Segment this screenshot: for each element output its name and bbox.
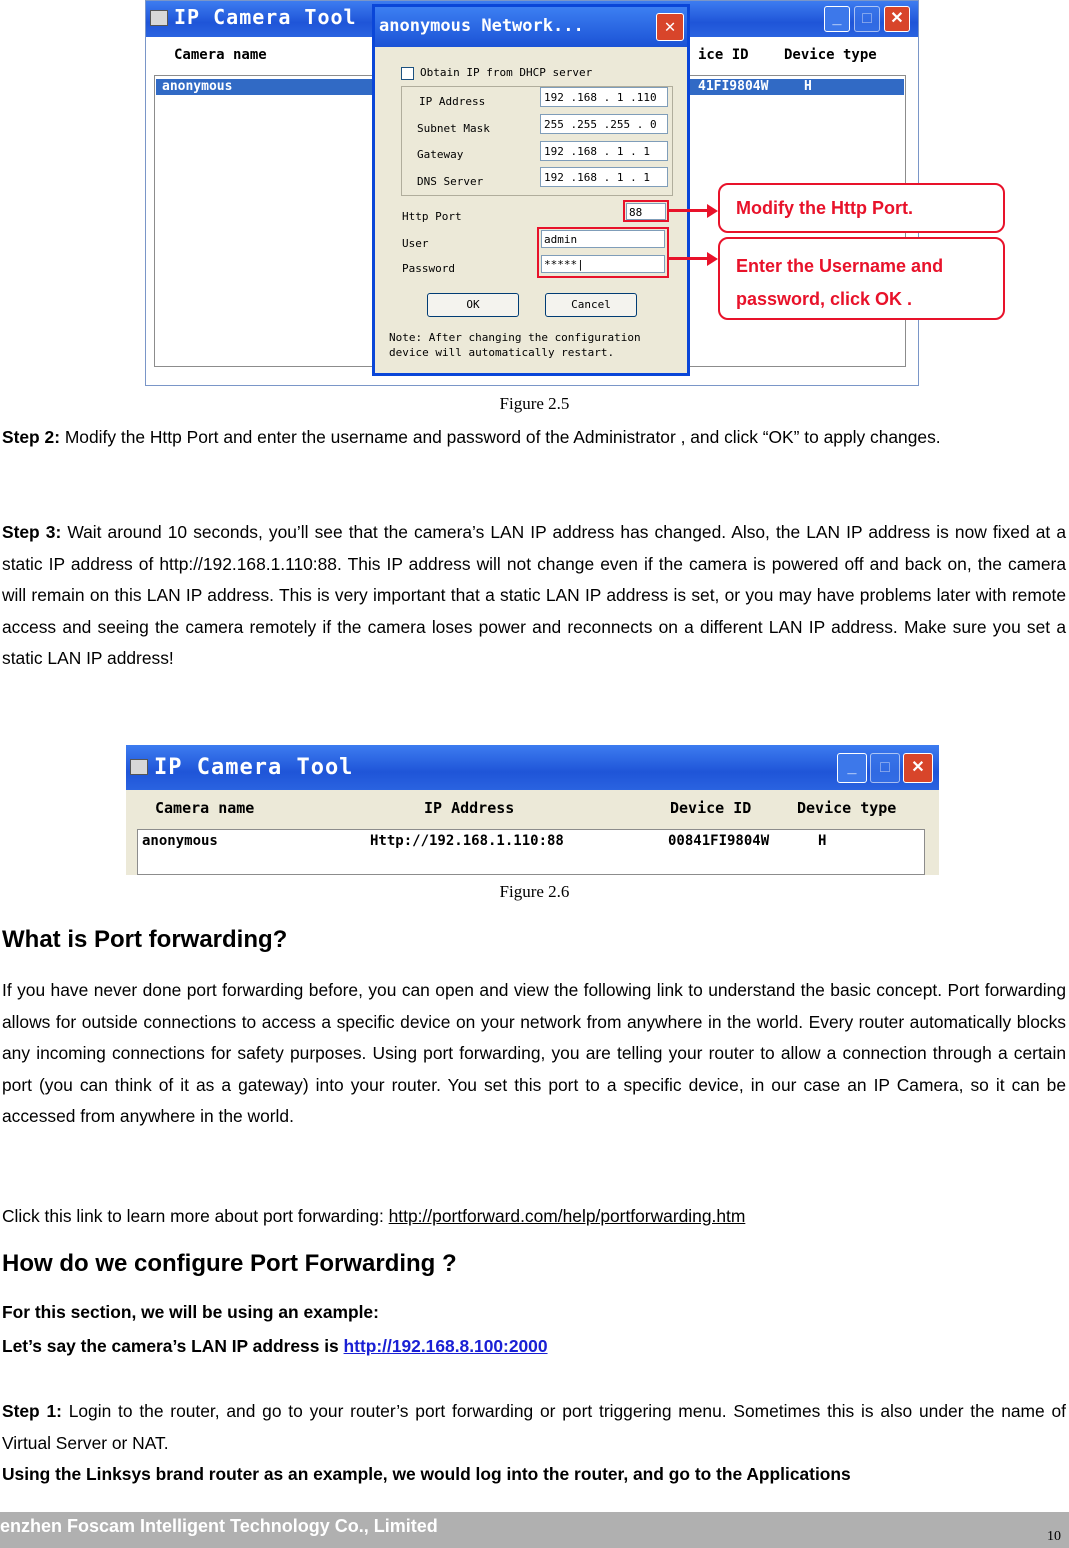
step-3-paragraph: Step 3: Wait around 10 seconds, you’ll see that the camera’s LAN IP address has changed. Also, the LAN IP address is now fixed at a static IP address of http://192.168.1.110:88. This IP address will not change even if the camera is powered off and back on, the camera will remain on this LAN IP address. This is very important that a static LAN IP address is set, or you may have problems later with remote access and seeing the camera remotely if the camera loses power and reconnects on a different LAN IP address. Make sure you set a static LAN IP address! xyxy=(2,522,1066,668)
dialog-close-button[interactable] xyxy=(656,13,684,41)
row-camera-name: anonymous xyxy=(162,79,233,94)
step-2-label: Step 2: xyxy=(2,427,60,447)
arrow-credentials xyxy=(669,257,709,260)
page-footer xyxy=(0,1512,1069,1548)
ip-address-label: IP Address xyxy=(419,95,486,108)
row-camera-name: anonymous xyxy=(142,833,218,849)
close-icon: ✕ xyxy=(664,16,676,37)
app-icon xyxy=(150,10,168,26)
ok-button[interactable]: OK xyxy=(427,293,519,317)
maximize-button[interactable] xyxy=(854,6,880,32)
step-1-paragraph: Step 1: Login to the router, and go to your router’s port forwarding or port triggering menu. Sometimes this is also under the name of Virtual Server or NAT. xyxy=(2,1401,1067,1453)
linksys-line: Using the Linksys brand router as an example, we would log into the router, and go to the Applications xyxy=(2,1464,851,1484)
step-2-paragraph: Step 2: Modify the Http Port and enter the username and password of the Administrator , and click “OK” to apply changes. xyxy=(2,427,941,447)
minimize-button[interactable] xyxy=(837,753,867,783)
note-line-2: device will automatically restart. xyxy=(389,346,615,359)
col-device-id: ice ID xyxy=(698,47,749,63)
col-device-type: Device type xyxy=(784,47,877,63)
example-line-1: For this section, we will be using an example: xyxy=(2,1302,379,1322)
dhcp-label: Obtain IP from DHCP server xyxy=(420,66,593,79)
row-device-type: H xyxy=(818,833,827,849)
dialog-title: anonymous Network... xyxy=(379,16,584,36)
example-ip-link[interactable]: http://192.168.8.100:2000 xyxy=(343,1336,548,1356)
dns-server-field[interactable]: 192 .168 . 1 . 1 xyxy=(540,167,668,187)
close-icon: ✕ xyxy=(890,10,904,27)
callout-enter-credentials: Enter the Username and password, click OK . xyxy=(718,237,1005,320)
close-button[interactable] xyxy=(884,6,910,32)
credentials-highlight xyxy=(537,227,669,278)
caption-figure-2-6: Figure 2.6 xyxy=(499,882,570,901)
maximize-button[interactable] xyxy=(870,753,900,783)
camera-list xyxy=(137,829,925,875)
close-icon: ✕ xyxy=(911,759,925,776)
dns-server-label: DNS Server xyxy=(417,175,484,188)
caption-figure-2-5: Figure 2.5 xyxy=(499,394,570,413)
gateway-field[interactable]: 192 .168 . 1 . 1 xyxy=(540,141,668,161)
arrow-head-http-port xyxy=(707,204,718,218)
user-label: User xyxy=(402,237,429,250)
window-title: IP Camera Tool xyxy=(174,5,357,29)
password-label: Password xyxy=(402,262,455,275)
portforward-link[interactable]: http://portforward.com/help/portforwarding.htm xyxy=(388,1206,746,1226)
minimize-icon: _ xyxy=(847,759,857,776)
cancel-button[interactable]: Cancel xyxy=(545,293,637,317)
port-forwarding-paragraph: If you have never done port forwarding before, you can open and view the following link to understand the basic concept. Port forwarding allows for outside connections to access a specific device on your network from anywhere in the world. Every router automatically blocks any incoming connections for safety purposes. Using port forwarding, you are telling your router to allow a connection through a certain port (you can think of it as a gateway) into your router. You set this port to a specific device, in our case an IP Camera, so it can be accessed from anywhere in the world. xyxy=(2,980,1066,1126)
http-port-highlight xyxy=(623,200,669,222)
network-dialog xyxy=(372,4,690,376)
subnet-mask-label: Subnet Mask xyxy=(417,122,490,135)
heading-what-is-port-forwarding: What is Port forwarding? xyxy=(2,926,288,953)
dhcp-checkbox[interactable] xyxy=(401,67,414,80)
row-device-id: 41FI9804W xyxy=(698,79,769,94)
col-ip-address: IP Address xyxy=(424,799,515,817)
maximize-icon: □ xyxy=(862,10,872,27)
col-camera-name: Camera name xyxy=(174,47,267,63)
figure-2-6-screenshot xyxy=(126,745,939,875)
col-device-id: Device ID xyxy=(670,799,752,817)
step-1-label: Step 1: xyxy=(2,1401,62,1421)
ip-address-field[interactable]: 192 .168 . 1 .110 xyxy=(540,87,668,107)
app-icon xyxy=(130,759,148,775)
minimize-icon: _ xyxy=(832,10,842,27)
heading-configure-port-forwarding: How do we configure Port Forwarding ? xyxy=(2,1250,457,1277)
col-device-type: Device type xyxy=(797,799,897,817)
note-line-1: Note: After changing the configuration xyxy=(389,331,641,344)
dialog-titlebar xyxy=(375,7,687,47)
step-3-label: Step 3: xyxy=(2,522,62,542)
footer-company: enzhen Foscam Intelligent Technology Co., Limited xyxy=(0,1516,438,1536)
row-device-id: 00841FI9804W xyxy=(668,833,770,849)
ip-camera-tool-titlebar xyxy=(126,745,939,790)
minimize-button[interactable] xyxy=(824,6,850,32)
window-title: IP Camera Tool xyxy=(154,755,354,780)
callout-modify-http-port: Modify the Http Port. xyxy=(718,183,1005,233)
col-camera-name: Camera name xyxy=(155,799,255,817)
gateway-label: Gateway xyxy=(417,148,464,161)
row-device-type: H xyxy=(804,79,812,94)
page-number: 10 xyxy=(1047,1529,1061,1544)
password-field[interactable]: *****| xyxy=(541,255,665,273)
user-field[interactable]: admin xyxy=(541,230,665,248)
http-port-field[interactable]: 88 xyxy=(626,203,666,220)
arrow-http-port xyxy=(669,209,709,212)
row-ip-address: Http://192.168.1.110:88 xyxy=(370,833,564,849)
subnet-mask-field[interactable]: 255 .255 .255 . 0 xyxy=(540,114,668,134)
example-line-2: Let’s say the camera’s LAN IP address is http://192.168.8.100:2000 xyxy=(2,1336,548,1356)
maximize-icon: □ xyxy=(880,759,890,776)
http-port-label: Http Port xyxy=(402,210,462,223)
arrow-head-credentials xyxy=(707,252,718,266)
click-link-paragraph: Click this link to learn more about port forwarding: http://portforward.com/help/portforwarding.htm xyxy=(2,1206,746,1226)
close-button[interactable] xyxy=(903,753,933,783)
